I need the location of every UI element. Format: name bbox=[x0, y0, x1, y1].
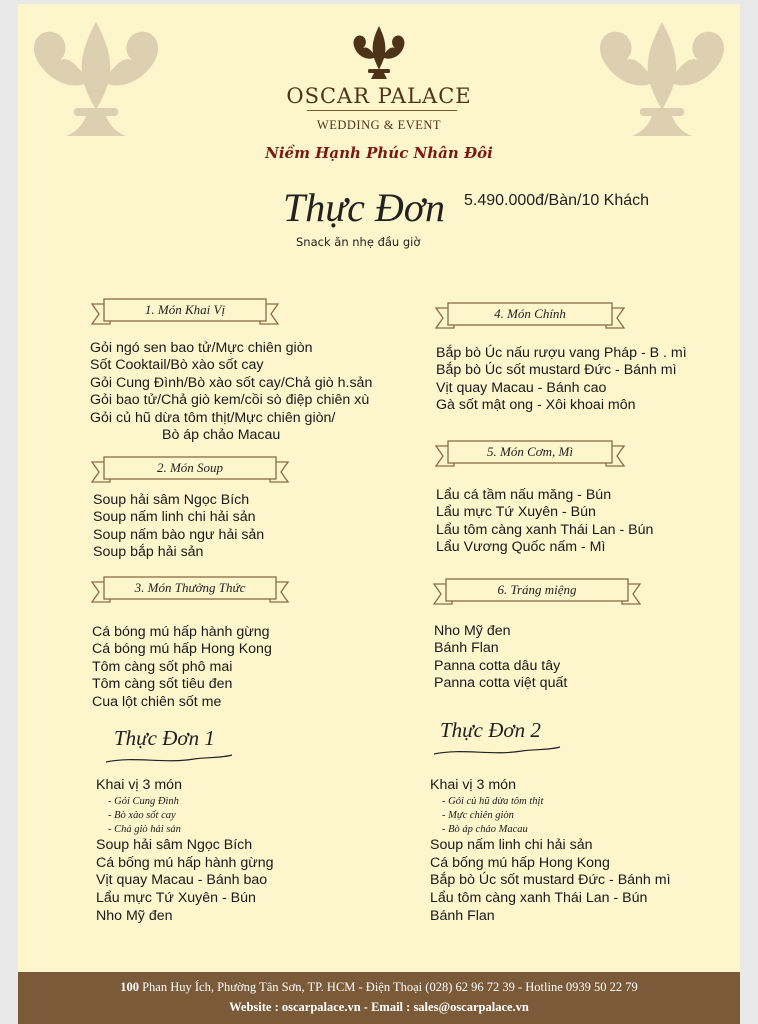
list-item: Lẩu cá tầm nấu măng - Bún bbox=[436, 487, 612, 503]
list-item: Sốt Cooktail/Bò xào sốt cay bbox=[90, 357, 264, 374]
list-item: Khai vị 3 món bbox=[96, 777, 182, 793]
section-ribbon-main bbox=[434, 298, 626, 332]
featured-list bbox=[92, 624, 272, 711]
brand-logo bbox=[18, 24, 740, 84]
list-item: Panna cotta việt quất bbox=[434, 675, 568, 692]
list-item: - Gỏi Cung Đình bbox=[108, 795, 179, 807]
list-item: Cá bóng mú hấp Hong Kong bbox=[92, 641, 272, 658]
set-menu-1-list bbox=[96, 777, 274, 926]
section-ribbon-appetizer bbox=[90, 294, 280, 328]
section-title: 1. Món Khai Vị bbox=[144, 302, 226, 317]
section-title: 2. Món Soup bbox=[156, 460, 224, 475]
main-list bbox=[436, 345, 687, 415]
fleur-de-lis-logo-icon bbox=[351, 24, 407, 80]
list-item: Gà sốt mật ong - Xôi khoai môn bbox=[436, 397, 636, 414]
list-item: Lẩu tôm càng xanh Thái Lan - Bún bbox=[430, 890, 648, 907]
list-item: Gỏi bao tử/Chả giò kem/cồi sò điệp chiên xù bbox=[90, 392, 370, 409]
list-item: Soup nấm linh chi hải sản bbox=[93, 509, 256, 526]
list-item: Bánh Flan bbox=[434, 640, 499, 657]
list-item: Soup bắp hải sản bbox=[93, 544, 204, 561]
brand-name: OSCAR PALACE bbox=[286, 84, 472, 108]
list-item: Nho Mỹ đen bbox=[434, 623, 511, 639]
list-item: Lẩu tôm càng xanh Thái Lan - Bún bbox=[436, 521, 654, 538]
tagline: Niềm Hạnh Phúc Nhân Đôi bbox=[265, 144, 493, 162]
list-item: Lẩu mực Tứ Xuyên - Bún bbox=[436, 504, 596, 521]
list-item: Nho Mỹ đen bbox=[96, 907, 173, 924]
section-ribbon-featured bbox=[90, 572, 290, 606]
list-item: Lẩu Vương Quốc nấm - Mì bbox=[436, 539, 606, 556]
brand-divider bbox=[307, 110, 457, 111]
list-item: Bánh Flan bbox=[430, 907, 495, 924]
contact-footer bbox=[18, 972, 740, 1024]
list-item: Gỏi củ hũ dừa tôm thịt/Mực chiên giòn/ bbox=[90, 409, 336, 426]
list-item: - Bò xào sốt cay bbox=[108, 809, 176, 821]
list-item: - Bò áp chảo Macau bbox=[442, 823, 528, 835]
list-item: Bắp bò Úc sốt mustard Đức - Bánh mì bbox=[430, 872, 671, 889]
address-text: Phan Huy Ích, Phường Tân Sơn, TP. HCM - Điện Thoại (028) 62 96 72 39 - Hotline 0939 50 22 79 bbox=[138, 980, 638, 994]
menu-price: 5.490.000đ/Bàn/10 Khách bbox=[464, 192, 650, 209]
list-item: - Chả giò hải sản bbox=[108, 823, 181, 835]
flourish-underline-icon bbox=[432, 744, 562, 758]
list-item: - Mực chiên giòn bbox=[442, 809, 514, 821]
list-item: Lẩu mực Tứ Xuyên - Bún bbox=[96, 890, 256, 907]
section-ribbon-dessert bbox=[432, 574, 642, 608]
list-item: Tôm càng sốt phô mai bbox=[92, 658, 233, 675]
set-menu-1-title: Thực Đơn 1 bbox=[114, 726, 215, 750]
menu-page bbox=[18, 4, 740, 1024]
list-item: Bắp bò Úc sốt mustard Đức - Bánh mì bbox=[436, 362, 677, 379]
list-item: Gỏi Cung Đình/Bò xào sốt cay/Chả giò h.sản bbox=[90, 374, 373, 391]
list-item: Soup nấm bào ngư hải sản bbox=[93, 526, 265, 543]
list-item: Gỏi ngó sen bao tử/Mực chiên giòn bbox=[90, 340, 313, 356]
section-ribbon-rice-noodle bbox=[434, 436, 626, 470]
soup-list bbox=[93, 492, 264, 562]
appetizer-list bbox=[90, 340, 372, 444]
list-item: Soup hải sâm Ngọc Bích bbox=[96, 836, 253, 853]
list-item: Tôm càng sốt tiêu đen bbox=[92, 676, 233, 693]
list-item: Vịt quay Macau - Bánh bao bbox=[96, 872, 268, 889]
section-title: 3. Món Thưởng Thức bbox=[134, 580, 246, 595]
footer-address bbox=[18, 980, 740, 995]
brand-subtitle: WEDDING & EVENT bbox=[316, 118, 442, 132]
address-number: 100 bbox=[120, 980, 139, 994]
list-item: Bắp bò Úc nấu rượu vang Pháp - B . mì bbox=[436, 345, 687, 361]
list-item: Cá bống mú hấp hành gừng bbox=[96, 854, 274, 871]
list-item: Khai vị 3 món bbox=[430, 777, 516, 793]
section-title: 5. Món Cơm, Mì bbox=[486, 444, 574, 459]
rice-noodle-list bbox=[436, 487, 653, 557]
list-item: Soup nấm linh chi hải sản bbox=[430, 836, 593, 853]
section-ribbon-soup bbox=[90, 452, 290, 486]
set-menu-2-title: Thực Đơn 2 bbox=[440, 718, 541, 742]
flourish-underline-icon bbox=[104, 752, 234, 766]
list-item: Cá bống mú hấp Hong Kong bbox=[430, 854, 610, 871]
footer-web-email: Website : oscarpalace.vn - Email : sales@oscarpalace.vn bbox=[229, 1000, 529, 1014]
list-item: Bò áp chảo Macau bbox=[162, 427, 281, 444]
section-title: 6. Tráng miệng bbox=[497, 582, 577, 597]
list-item: Cá bóng mú hấp hành gừng bbox=[92, 624, 270, 640]
section-title: 4. Món Chính bbox=[494, 306, 566, 321]
menu-snack-note: Snack ăn nhẹ đầu giờ bbox=[296, 235, 421, 249]
dessert-list bbox=[434, 623, 567, 693]
list-item: Panna cotta dâu tây bbox=[434, 657, 561, 674]
menu-title: Thực Đơn bbox=[283, 185, 446, 230]
list-item: Soup hải sâm Ngọc Bích bbox=[93, 492, 250, 508]
list-item: - Gỏi củ hũ dừa tôm thịt bbox=[442, 795, 544, 807]
set-menu-2-list bbox=[430, 777, 671, 926]
list-item: Vịt quay Macau - Bánh cao bbox=[436, 379, 607, 396]
list-item: Cua lột chiên sốt me bbox=[92, 693, 222, 710]
